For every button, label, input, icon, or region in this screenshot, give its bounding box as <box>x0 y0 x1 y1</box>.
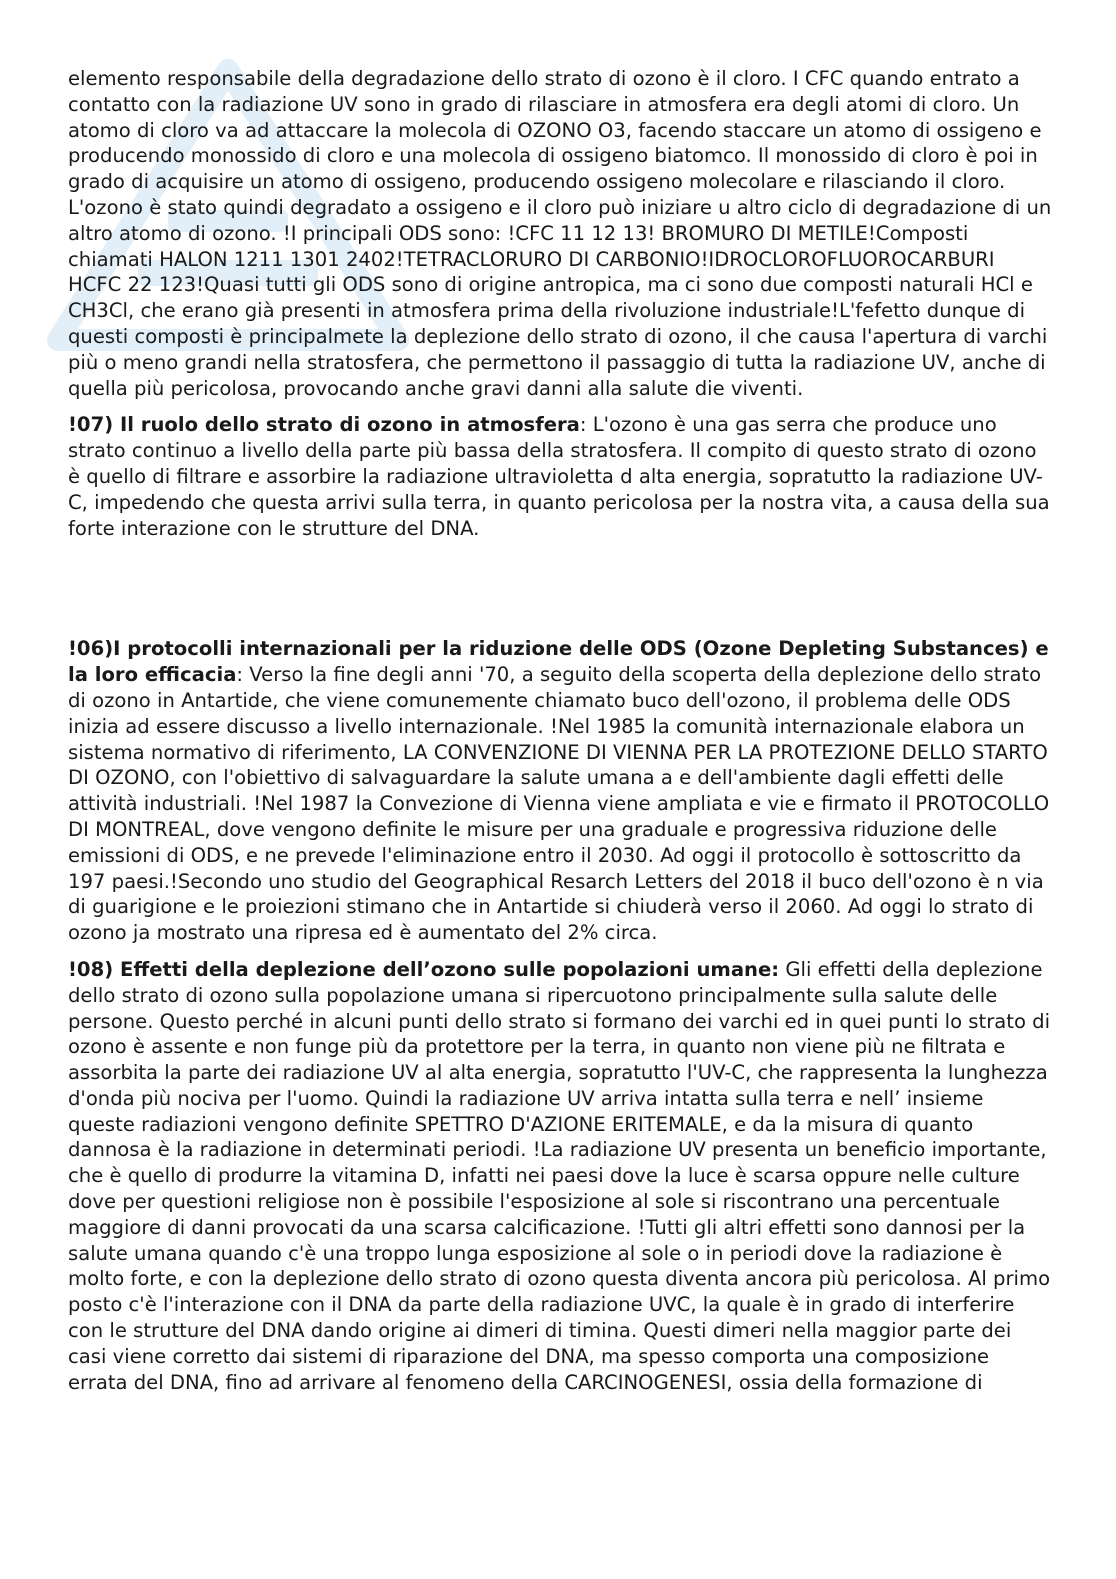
paragraph-text: : Verso la fine degli anni '70, a seguito della scoperta della deplezione dello strato di ozono in Antartide, che viene comunemente chiamato buco dell'ozono, il problema delle ODS inizia ad essere discusso a livello internazionale. !Nel 1985 la comunità internazionale elabora un sistema normativo di riferimento, LA CONVENZIONE DI VIENNA PER LA PROTEZIONE DELLO STARTO DI OZONO, con l'obiettivo di salvaguardare la salute umana a e dell'ambiente dagli effetti delle attività industriali. !Nel 1987 la Convezione di Vienna viene ampliata e vie e firmato il PROTOCOLLO DI MONTREAL, dove vengono definite le misure per una graduale e progressiva riduzione delle emissioni di ODS, e ne prevede l'eliminazione entro il 2030. Ad oggi il protocollo è sottoscritto da 197 paesi.!Secondo uno studio del Geographical Resarch Letters del 2018 il buco dell'ozono è n via di guarigione e le proiezioni stimano che in Antartide si chiuderà verso il 2060. Ad oggi lo strato di ozono ja mostrato una ripresa ed è aumentato del 2% circa. <box>68 663 1050 945</box>
section-heading-08: !08) Effetti della deplezione dell’ozono sulle popolazioni umane: <box>68 957 780 981</box>
paragraph-text: : L'ozono è una gas serra che produce uno strato continuo a livello della parte più bassa della stratosfera. Il compito di questo strato di ozono è quello di filtrare e assorbire la radiazione ultravioletta d alta energia, sopratutto la radiazione UV-C, impedendo che questa arrivi sulla terra, in quanto pericolosa per la nostra vita, a causa della sua forte interazione con le strutture del DNA. <box>68 413 1050 540</box>
document-page <box>68 66 1053 1406</box>
section-heading-06: !06)I protocolli internazionali per la riduzione delle ODS (Ozone Depleting Substances) e la loro efficacia <box>68 637 1049 687</box>
section-heading-07: !07) Il ruolo dello strato di ozono in atmosfera <box>68 413 580 437</box>
paragraph-text: elemento responsabile della degradazione dello strato di ozono è il cloro. I CFC quando entrato a contatto con la radiazione UV sono in grado di rilasciare in atmosfera era degli atomi di cloro. Un atomo di cloro va ad attaccare la molecola di OZONO O3, facendo staccare un atomo di ossigeno e producendo monossido di cloro e una molecola di ossigeno biatomco. Il monossido di cloro è poi in grado di acquisire un atomo di ossigeno, producendo ossigeno molecolare e rilasciando il cloro. L'ozono è stato quindi degradato a ossigeno e il cloro può iniziare u altro ciclo di degradazione di un altro atomo di ozono. !I principali ODS sono: !CFC 11 12 13! BROMURO DI METILE!Composti chiamati HALON 1211 1301 2402!TETRACLORURO DI CARBONIO!IDROCLOROFLUOROCARBURI HCFC 22 123!Quasi tutti gli ODS sono di origine antropica, ma ci sono due composti naturali HCl e CH3Cl, che erano già presenti in atmosfera prima della rivoluzione industriale!L'fefetto dunque di questi composti è principalmete la deplezione dello strato di ozono, il che causa l'apertura di varchi più o meno grandi nella stratosfera, che permettono il passaggio di tutta la radiazione UV, anche di quella più pericolosa, provocando anche gravi danni alla salute die viventi. <box>68 67 1052 400</box>
paragraph-text: Gli effetti della deplezione dello strato di ozono sulla popolazione umana si ripercuotono principalmente sulla salute delle persone. Questo perché in alcuni punti dello strato si formano dei varchi ed in quei punti lo strato di ozono è assente e non funge più da protettore per la terra, in quanto non viene più ne filtrata e assorbita la parte dei radiazione UV al alta energia, sopratutto l'UV-C, che rappresenta la lunghezza d'onda più nociva per l'uomo. Quindi la radiazione UV arriva intatta sulla terra e nell’ insieme queste radiazioni vengono definite SPETTRO D'AZIONE ERITEMALE, e da la misura di quanto dannosa è la radiazione in determinati periodi. !La radiazione UV presenta un beneficio importante, che è quello di produrre la vitamina D, infatti nei paesi dove la luce è scarsa oppure nelle culture dove per questioni religiose non è possibile l'esposizione al sole si riscontrano una percentuale maggiore di danni provocati da una scarsa calcificazione. !Tutti gli altri effetti sono dannosi per la salute umana quando c'è una troppo lunga esposizione al sole o in periodi dove la radiazione è molto forte, e con la deplezione dello strato di ozono questa diventa ancora più pericolosa. Al primo posto c'è l'interazione con il DNA da parte della radiazione UVC, la quale è in grado di interferire con le strutture del DNA dando origine ai dimeri di timina. Questi dimeri nella maggior parte dei casi viene corretto dai sistemi di riparazione del DNA, ma spesso comporta una composizione errata del DNA, fino ad arrivare al fenomeno della CARCINOGENESI, ossia della formazione di <box>68 957 1051 1394</box>
paragraph-ods-degradation <box>68 66 1053 401</box>
section-gap <box>68 552 1053 636</box>
paragraph-ozone-role <box>68 412 1053 541</box>
paragraph-human-effects <box>68 957 1053 1396</box>
paragraph-international-protocols <box>68 636 1053 946</box>
